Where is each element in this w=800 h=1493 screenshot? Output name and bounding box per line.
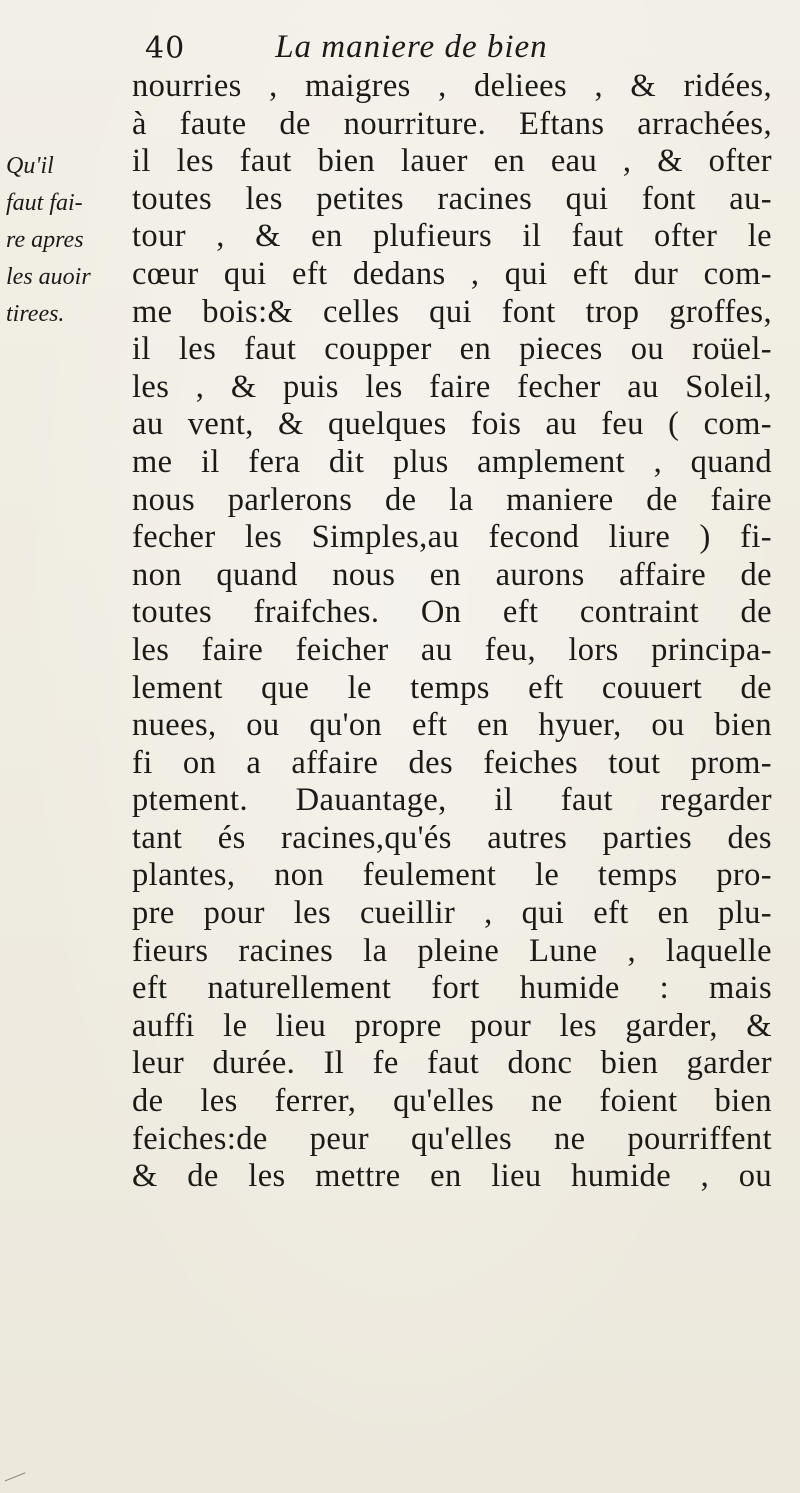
text-line: eft naturellement fort humide : mais (132, 970, 772, 1007)
text-line: tour , & en plufieurs il faut ofter le (132, 218, 772, 255)
text-line: toutes les petites racines qui font au- (132, 180, 772, 217)
text-line: les , & puis les faire fecher au Soleil, (132, 368, 772, 405)
text-line: & de les mettre en lieu humide , ou (132, 1158, 772, 1195)
margin-note (6, 148, 124, 333)
text-line: de les ferrer, qu'elles ne foient bien (132, 1083, 772, 1120)
text-line: non quand nous en aurons affaire de (132, 556, 772, 593)
margin-note-line: tirees. (6, 301, 65, 327)
text-line: me il fera dit plus amplement , quand (132, 443, 772, 480)
text-line: nourries , maigres , deliees , & ridées, (132, 68, 772, 104)
text-line: nous parlerons de la maniere de faire (132, 481, 772, 518)
margin-note-line: faut fai- (6, 190, 83, 216)
page-number: 40 (145, 31, 186, 66)
margin-note-line: re apres (6, 227, 84, 253)
text-line: pre pour les cueillir , qui eft en plu- (132, 895, 772, 932)
running-head: La maniere de bien (275, 29, 548, 65)
text-line: fecher les Simples,au fecond liure ) fi- (132, 519, 772, 556)
text-line: fieurs racines la pleine Lune , laquelle (132, 932, 772, 969)
page-header (145, 18, 745, 66)
text-line: feiches:de peur qu'elles ne pourriffent (132, 1120, 772, 1157)
margin-note-line: Qu'il (6, 153, 54, 179)
text-line: cœur qui eft dedans , qui eft dur com- (132, 255, 772, 292)
text-line: ptement. Dauantage, il faut regarder (132, 782, 772, 819)
body-text (132, 68, 772, 1196)
text-line: fi on a affaire des feiches tout prom- (132, 744, 772, 781)
margin-note-line: les auoir (6, 264, 91, 290)
text-line: leur durée. Il fe faut donc bien garder (132, 1045, 772, 1082)
text-line: toutes fraifches. On eft contraint de (132, 594, 772, 631)
text-line: nuees, ou qu'on eft en hyuer, ou bien (132, 707, 772, 744)
text-line: à faute de nourriture. Eftans arrachées, (132, 105, 772, 142)
text-line: au vent, & quelques fois au feu ( com- (132, 406, 772, 443)
text-line: tant és racines,qu'és autres parties des (132, 819, 772, 856)
text-line: il les faut coupper en pieces ou roüel- (132, 331, 772, 368)
text-line: me bois:& celles qui font trop groffes, (132, 293, 772, 330)
text-line: il les faut bien lauer en eau , & ofter (132, 143, 772, 180)
text-line: lement que le temps eft couuert de (132, 669, 772, 706)
pencil-mark (5, 1472, 30, 1490)
text-line: les faire feicher au feu, lors principa- (132, 631, 772, 668)
text-line: auffi le lieu propre pour les garder, & (132, 1007, 772, 1044)
text-line: plantes, non feulement le temps pro- (132, 857, 772, 894)
